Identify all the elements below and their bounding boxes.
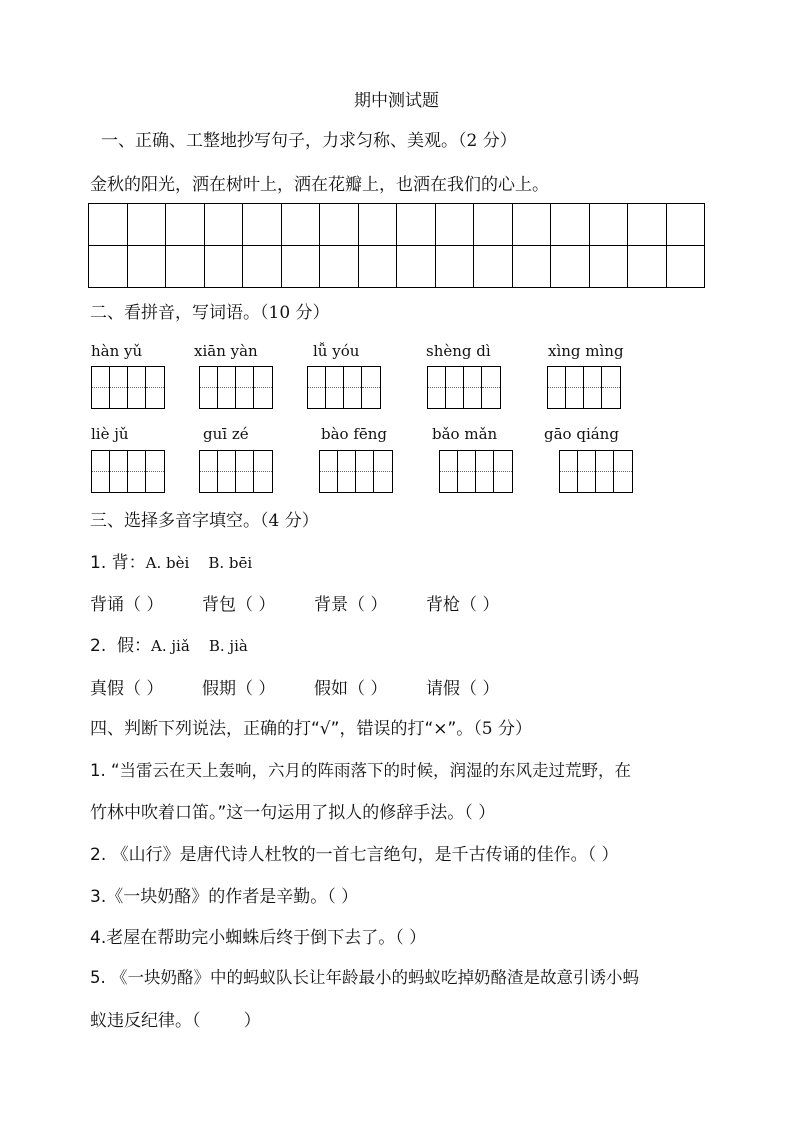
judge-question-1-line1: 1. “当雷云在天上轰响，六月的阵雨落下的时候，润湿的东风走过荒野，在 xyxy=(90,761,632,780)
pinyin-label: gāo qiáng xyxy=(544,425,619,443)
writing-box[interactable] xyxy=(91,366,165,409)
polyphone-word: 假期（ ） xyxy=(202,679,276,699)
question-3-2 xyxy=(90,631,248,656)
pinyin-label: shèng dì xyxy=(426,342,491,360)
section1-score: （2 分） xyxy=(458,131,517,151)
pinyin-label: bǎo mǎn xyxy=(432,425,498,443)
writing-box[interactable] xyxy=(307,366,381,409)
polyphone-word: 请假（ ） xyxy=(426,679,500,699)
writing-box[interactable] xyxy=(319,450,393,493)
copy-cell[interactable] xyxy=(628,246,667,288)
q1-options: A. bèi B. bēi xyxy=(145,554,253,572)
section1-heading xyxy=(101,126,517,151)
copy-sentence: 金秋的阳光，洒在树叶上，洒在花瓣上，也洒在我们的心上。 xyxy=(90,175,549,195)
copy-cell[interactable] xyxy=(204,204,243,246)
question-3-1 xyxy=(90,548,252,573)
copy-cell[interactable] xyxy=(397,204,436,246)
pinyin-label: lǚ yóu xyxy=(313,342,360,360)
judge-question-5-line2: 蚁违反纪律。（ ） xyxy=(90,1011,261,1031)
copy-cell[interactable] xyxy=(589,246,628,288)
copy-grid-row xyxy=(89,246,705,288)
writing-box[interactable] xyxy=(547,366,621,409)
judge-question-5-line1: 5. 《一块奶酪》中的蚂蚁队长让年龄最小的蚂蚁吃掉奶酪渣是故意引诱小蚂 xyxy=(90,968,639,987)
copy-cell[interactable] xyxy=(474,204,513,246)
copy-cell[interactable] xyxy=(358,204,397,246)
pinyin-label: xìng mìng xyxy=(548,342,624,360)
q2-prompt: 2. 假： xyxy=(90,636,152,656)
copy-grid-row xyxy=(89,204,705,246)
copy-cell[interactable] xyxy=(474,246,513,288)
q2-options: A. jiǎ B. jià xyxy=(151,637,248,655)
judge-question-2: 2. 《山行》是唐代诗人杜牧的一首七言绝句，是千古传诵的佳作。（ ） xyxy=(90,845,619,865)
copy-cell[interactable] xyxy=(89,204,128,246)
writing-box[interactable] xyxy=(559,450,633,493)
section4-heading-text: 四、判断下列说法，正确的打“√”，错误的打“×”。 xyxy=(90,719,474,739)
polyphone-word: 真假（ ） xyxy=(90,679,164,699)
copy-cell[interactable] xyxy=(243,204,282,246)
copy-cell[interactable] xyxy=(89,246,128,288)
copy-cell[interactable] xyxy=(204,246,243,288)
copy-grid xyxy=(88,203,705,288)
copy-cell[interactable] xyxy=(435,246,474,288)
writing-box[interactable] xyxy=(427,366,501,409)
copy-cell[interactable] xyxy=(166,246,205,288)
polyphone-word: 假如（ ） xyxy=(314,679,388,699)
copy-cell[interactable] xyxy=(320,204,359,246)
polyphone-word: 背诵（ ） xyxy=(90,595,164,615)
writing-box[interactable] xyxy=(439,450,513,493)
section2-score: （10 分） xyxy=(260,303,330,323)
copy-cell[interactable] xyxy=(589,204,628,246)
judge-question-3: 3.《一块奶酪》的作者是辛勤。（ ） xyxy=(90,887,359,907)
section4-score: （5 分） xyxy=(473,719,533,739)
copy-cell[interactable] xyxy=(666,246,705,288)
pinyin-label: bào fēng xyxy=(321,425,388,443)
judge-question-1-line2: 竹林中吹着口笛。”这一句运用了拟人的修辞手法。（ ） xyxy=(90,803,496,823)
section2-heading-text: 二、看拼音，写词语。 xyxy=(90,303,260,323)
pinyin-label: guī zé xyxy=(203,425,249,443)
copy-cell[interactable] xyxy=(397,246,436,288)
copy-cell[interactable] xyxy=(281,204,320,246)
section1-heading-text: 一、正确、工整地抄写句子，力求匀称、美观。 xyxy=(101,131,458,151)
section3-heading-text: 三、选择多音字填空。 xyxy=(90,511,260,531)
copy-cell[interactable] xyxy=(127,204,166,246)
writing-box[interactable] xyxy=(199,450,273,493)
section3-score: （4 分） xyxy=(260,511,319,531)
polyphone-word: 背景（ ） xyxy=(314,595,388,615)
copy-cell[interactable] xyxy=(512,246,551,288)
copy-cell[interactable] xyxy=(358,246,397,288)
pinyin-label: xiān yàn xyxy=(194,342,258,360)
pinyin-label: liè jǔ xyxy=(91,425,129,443)
copy-cell[interactable] xyxy=(666,204,705,246)
writing-box[interactable] xyxy=(91,450,165,493)
polyphone-word: 背包（ ） xyxy=(202,595,276,615)
section4-heading xyxy=(90,714,532,739)
page-title: 期中测试题 xyxy=(354,91,439,111)
copy-cell[interactable] xyxy=(281,246,320,288)
copy-cell[interactable] xyxy=(551,246,590,288)
copy-cell[interactable] xyxy=(166,204,205,246)
copy-cell[interactable] xyxy=(512,204,551,246)
copy-cell[interactable] xyxy=(551,204,590,246)
polyphone-word: 背枪（ ） xyxy=(426,595,500,615)
pinyin-label: hàn yǔ xyxy=(91,342,143,360)
copy-cell[interactable] xyxy=(435,204,474,246)
copy-cell[interactable] xyxy=(320,246,359,288)
copy-cell[interactable] xyxy=(628,204,667,246)
copy-cell[interactable] xyxy=(243,246,282,288)
writing-box[interactable] xyxy=(199,366,273,409)
q1-prompt: 1. 背： xyxy=(90,553,146,573)
judge-question-4: 4.老屋在帮助完小蜘蛛后终于倒下去了。（ ） xyxy=(90,928,427,948)
copy-cell[interactable] xyxy=(127,246,166,288)
section3-heading xyxy=(90,506,319,531)
section2-heading xyxy=(90,298,330,323)
